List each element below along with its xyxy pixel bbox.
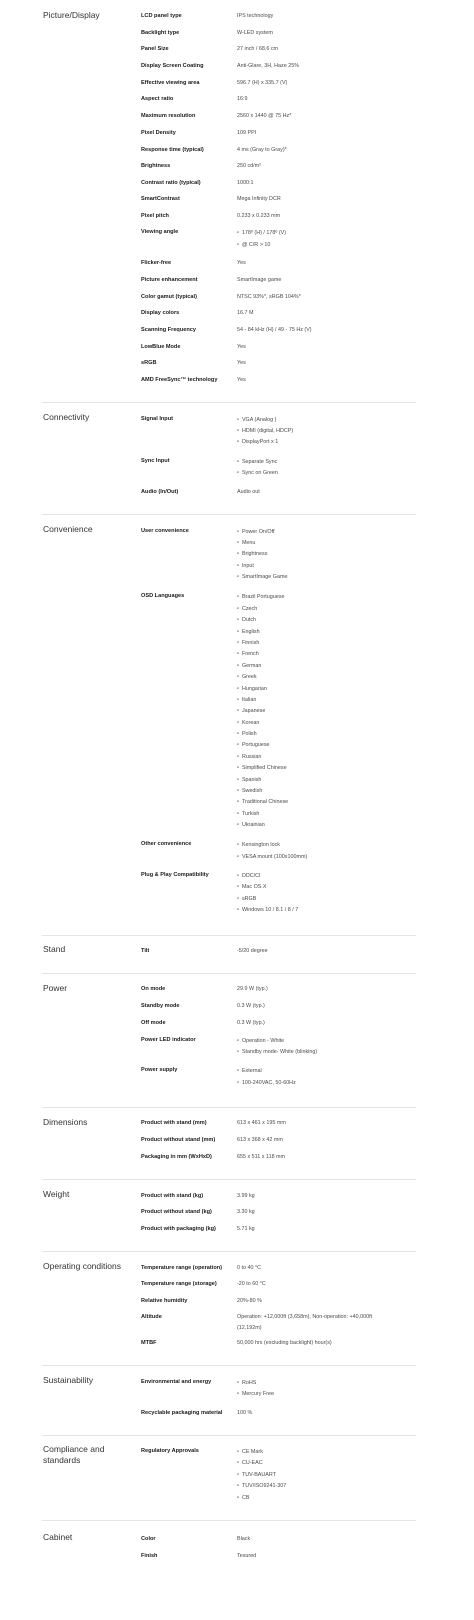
spec-value: Yes [237,343,246,350]
spec-label: Product with stand (kg) [141,1192,204,1199]
spec-label: Display Screen Coating [141,62,204,69]
spec-label: Brightness [141,162,171,169]
spec-label: Pixel pitch [141,212,169,219]
spec-label: Panel Size [141,45,169,52]
spec-value-list-item: ● English [237,628,415,636]
spec-label: Response time (typical) [141,146,204,153]
spec-value-list-item: ● Operation - White [237,1037,415,1045]
spec-value: Black [237,1535,251,1542]
spec-label: Plug & Play Compatibility [141,871,209,878]
spec-label: Color [141,1535,156,1542]
spec-value-list-item: ● Finnish [237,639,415,647]
section-divider [42,514,416,515]
spec-value-list-item: ● Japanese [237,707,415,715]
section-divider [42,935,416,936]
spec-label: Product without stand (mm) [141,1136,216,1143]
spec-value: Yes [237,359,246,366]
spec-value: 54 - 84 kHz (H) / 49 - 75 Hz (V) [237,326,312,333]
spec-value-list-item: ● Turkish [237,810,415,818]
spec-label: Temperature range (operation) [141,1264,223,1271]
section-title-power: Power [43,983,68,993]
spec-value-list-item: ● Input [237,562,415,570]
spec-value-list-item: ● DisplayPort x 1 [237,438,415,446]
spec-label: sRGB [141,359,157,366]
spec-value-list-item: ● 100-240VAC, 50-60Hz [237,1079,415,1087]
spec-label: SmartContrast [141,195,180,202]
spec-label: Sync Input [141,457,170,464]
spec-value-list-item: ● Dutch [237,616,415,624]
spec-value-list-item: ● @ C/R > 10 [237,241,415,249]
spec-label: Audio (In/Out) [141,488,179,495]
spec-value: Mega Infinity DCR [237,195,281,202]
spec-value-list-item: ● TUV-BAUART [237,1471,415,1479]
spec-value-list-item: ● Simplified Chinese [237,764,415,772]
spec-value: W-LED system [237,29,273,36]
spec-value-list-item: ● Russian [237,753,415,761]
spec-value-list-item: ● Polish [237,730,415,738]
spec-label: Viewing angle [141,228,179,235]
section-divider [42,1107,416,1108]
spec-value-list-item: ● Hungarian [237,685,415,693]
spec-value: -5/20 degree [237,947,268,954]
spec-value: 20%-80 % [237,1297,262,1304]
spec-value: Yes [237,376,246,383]
spec-value: 29.9 W (typ.) [237,985,268,992]
section-divider [42,1520,416,1521]
spec-label: Picture enhancement [141,276,198,283]
spec-label: Signal Input [141,415,174,422]
spec-value: 0.233 x 0.233 mm [237,212,281,219]
section-divider [42,973,416,974]
spec-label: Display colors [141,309,180,316]
spec-value-list-item: ● Brazil Portuguese [237,593,415,601]
spec-value-list-item: ● CU-EAC [237,1459,415,1467]
section-divider [42,1365,416,1366]
spec-value-list-item: ● Traditional Chinese [237,798,415,806]
section-title-sustainability: Sustainability [43,1375,94,1385]
section-divider [42,402,416,403]
spec-value-list-item: ● Sync on Green [237,469,415,477]
spec-value-list-item: ● Mac OS X [237,883,415,891]
spec-label: Maximum resolution [141,112,196,119]
spec-value: 16:9 [237,95,248,102]
spec-value: 4 ms (Gray to Gray)* [237,146,287,153]
spec-value: 0.3 W (typ.) [237,1019,265,1026]
spec-value-list-item: ● Spanish [237,776,415,784]
section-title-dimensions: Dimensions [43,1117,88,1127]
spec-value: 3.99 kg [237,1192,255,1199]
spec-label: OSD Languages [141,592,185,599]
section-title-weight: Weight [43,1189,70,1199]
spec-value: Yes [237,259,246,266]
section-title-line: Compliance and [43,1444,105,1454]
spec-value-list-item: ● DDC/CI [237,872,415,880]
spec-value-list-item: ● CE Mark [237,1448,415,1456]
section-divider [42,1435,416,1436]
section-title-picture: Picture/Display [43,10,100,20]
section-title-stand: Stand [43,944,66,954]
section-title-cabinet: Cabinet [43,1532,73,1542]
spec-label: User convenience [141,527,189,534]
spec-value: 100 % [237,1409,253,1416]
spec-value-list-item: ● Brightness [237,550,415,558]
spec-value-list-item: ● External [237,1067,415,1075]
spec-label: Backlight type [141,29,180,36]
spec-value-list-item: ● Kensington lock [237,841,415,849]
spec-label: Aspect ratio [141,95,174,102]
spec-value: IPS technology [237,12,274,19]
spec-value: 2560 x 1440 @ 75 Hz* [237,112,292,119]
spec-value: Texured [237,1552,257,1559]
spec-value-list-item: ● German [237,662,415,670]
spec-label: On mode [141,985,166,992]
spec-label: LCD panel type [141,12,182,19]
spec-label: Environmental and energy [141,1378,212,1385]
spec-value-list-item: ● Italian [237,696,415,704]
spec-label: Scanning Frequency [141,326,197,333]
spec-label: Product with stand (mm) [141,1119,207,1126]
spec-value-list-item: ● Separate Sync [237,458,415,466]
spec-label: Product without stand (kg) [141,1208,212,1215]
section-title-compliance [43,1444,135,1466]
spec-label: Regulatory Approvals [141,1447,199,1454]
section-title-convenience: Convenience [43,524,93,534]
spec-value: Operation: +12,000ft (3,658m), Non-operation: +40,000ft [237,1313,373,1320]
spec-value-list-item: ● Ukrainian [237,821,415,829]
spec-value-list-item: ● HDMI (digital, HDCP) [237,427,415,435]
spec-value: 250 cd/m² [237,162,261,169]
spec-value: Audio out [237,488,260,495]
spec-label: Temperature range (storage) [141,1280,217,1287]
spec-label: LowBlue Mode [141,343,181,350]
section-title-connectivity: Connectivity [43,412,90,422]
spec-label: Contrast ratio (typical) [141,179,201,186]
spec-label: Altitude [141,1313,162,1320]
spec-label: Tilt [141,947,150,954]
spec-value: 0.3 W (typ.) [237,1002,265,1009]
spec-value-list-item: ● Mercury Free [237,1390,415,1398]
spec-value: 596.7 (H) x 335.7 (V) [237,79,288,86]
spec-value: -20 to 60 °C [237,1280,266,1287]
spec-value: 613 x 368 x 42 mm [237,1136,283,1143]
spec-value: 109 PPI [237,129,257,136]
spec-value-list-item: ● Portuguese [237,741,415,749]
spec-label: Packaging in mm (WxHxD) [141,1153,212,1160]
spec-label: Power LED indicator [141,1036,196,1043]
spec-label: Flicker-free [141,259,172,266]
spec-value: 0 to 40 °C [237,1264,262,1271]
spec-value: SmartImage game [237,276,282,283]
spec-value-list-item: ● French [237,650,415,658]
spec-value-list-item: ● CB [237,1494,415,1502]
spec-value-list-item: ● VESA mount (100x100mm) [237,853,415,861]
spec-value-list-item: ● 178º (H) / 178º (V) [237,229,415,237]
section-divider [42,1179,416,1180]
spec-label: Effective viewing area [141,79,200,86]
spec-label: Other convenience [141,840,192,847]
spec-value: NTSC 93%*, sRGB 104%* [237,293,301,300]
spec-value-list-item: ● Power On/Off [237,528,415,536]
section-divider [42,1251,416,1252]
spec-value-list-item: ● Czech [237,605,415,613]
spec-label: Relative humidity [141,1297,188,1304]
spec-label: Standby mode [141,1002,180,1009]
spec-value-list-item: ● Standby mode- White (blinking) [237,1048,415,1056]
spec-value-list-item: ● Korean [237,719,415,727]
spec-value-list-item: ● Greek [237,673,415,681]
spec-value-list-item: ● Windows 10 / 8.1 / 8 / 7 [237,906,415,914]
spec-label: Finish [141,1552,158,1559]
spec-value: 5.71 kg [237,1225,255,1232]
spec-value-list-item: ● sRGB [237,895,415,903]
spec-value: 16.7 M [237,309,254,316]
spec-label: Recyclable packaging material [141,1409,223,1416]
spec-label: Product with packaging (kg) [141,1225,216,1232]
spec-value-list-item: ● TUV/ISO9241-307 [237,1482,415,1490]
section-title-line: standards [43,1455,81,1465]
section-title-operating: Operating conditions [43,1261,121,1271]
spec-label: Color gamut (typical) [141,293,197,300]
spec-label: MTBF [141,1339,157,1346]
spec-label: Pixel Density [141,129,176,136]
spec-value-list-item: ● Swedish [237,787,415,795]
spec-value-list-item: ● VGA (Analog ) [237,416,415,424]
spec-label: Off mode [141,1019,166,1026]
spec-value-list-item: ● Menu [237,539,415,547]
spec-value: Anti-Glare, 3H, Haze 25% [237,62,300,69]
spec-value: 3.30 kg [237,1208,255,1215]
spec-value-list-item: ● SmartImage Game [237,573,415,581]
spec-value: (12,192m) [237,1324,262,1331]
spec-value: 27 inch / 68.6 cm [237,45,279,52]
spec-value: 655 x 511 x 118 mm [237,1153,286,1160]
spec-value: 613 x 461 x 195 mm [237,1119,286,1126]
spec-value: 1000:1 [237,179,254,186]
spec-label: AMD FreeSync™ technology [141,376,218,383]
spec-label: Power supply [141,1066,178,1073]
spec-value: 50,000 hrs (excluding backlight) hour(s) [237,1339,332,1346]
spec-value-list-item: ● RoHS [237,1379,415,1387]
